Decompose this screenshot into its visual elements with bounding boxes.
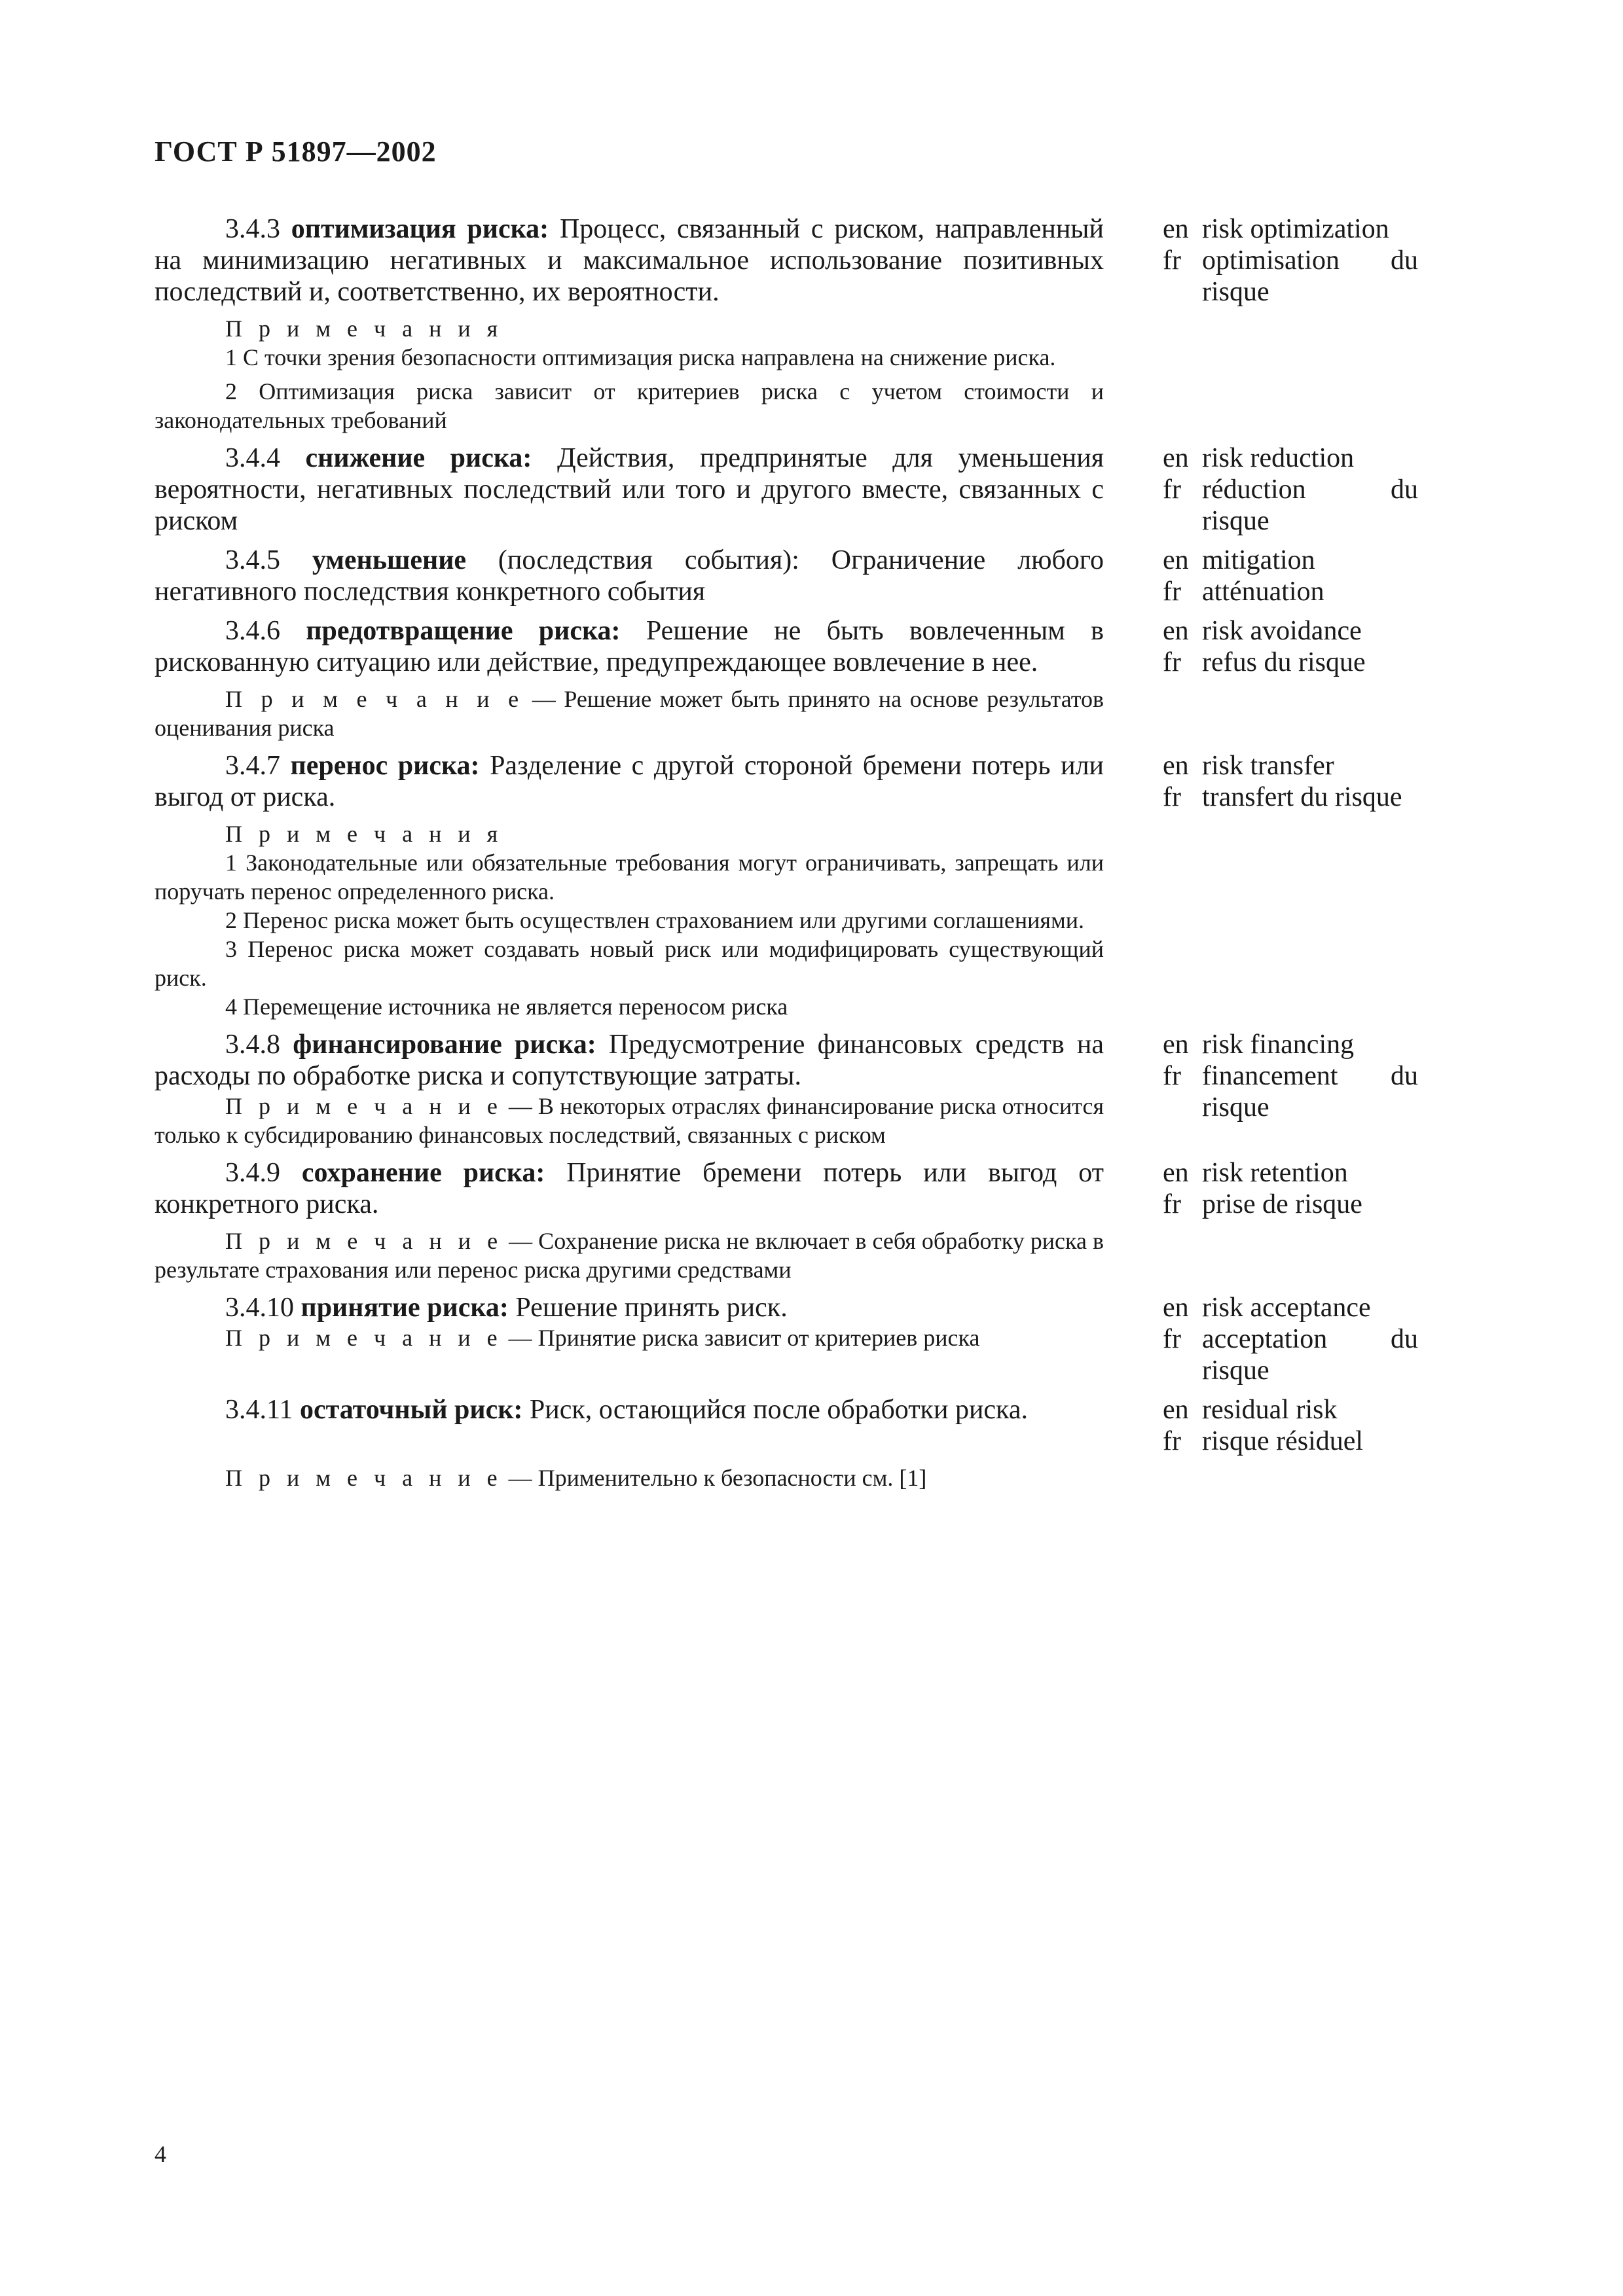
translation-fr: refus du risque xyxy=(1202,647,1366,677)
term-entry-3-4-4 xyxy=(155,442,1477,537)
fr-word: réduction xyxy=(1202,475,1306,505)
translation-fr-cont: risque xyxy=(1202,1355,1269,1386)
lang-labels xyxy=(1104,1292,1202,1386)
note-item xyxy=(155,1092,1104,1149)
notes-title: П р и м е ч а н и я xyxy=(225,821,503,847)
term-name: оптимизация риска: xyxy=(291,214,549,244)
term-entry-3-4-3 xyxy=(155,213,1477,308)
term-entry-3-4-10 xyxy=(155,1292,1477,1386)
fr-word: du xyxy=(1391,1324,1418,1354)
translation-en: residual risk xyxy=(1202,1395,1338,1425)
translations xyxy=(1202,1394,1477,1457)
term-name: остаточный риск: xyxy=(299,1395,523,1425)
term-name: перенос риска: xyxy=(290,751,480,781)
fr-word: du xyxy=(1391,475,1418,505)
term-def: Предусмотрение финансовых средств на расходы по обработке риска и сопутствующие затраты. xyxy=(155,1030,1104,1091)
term-name: предотвращение риска: xyxy=(306,616,621,646)
translations xyxy=(1202,1029,1477,1149)
term-definition xyxy=(155,1394,1104,1457)
note-item: 4 Перемещение источника не является переносом риска xyxy=(225,994,788,1020)
lang-fr: fr xyxy=(1163,577,1181,607)
translation-en: risk acceptance xyxy=(1202,1293,1371,1323)
fr-word: du xyxy=(1391,245,1418,276)
lang-labels xyxy=(1104,545,1202,607)
translation-en: risk financing xyxy=(1202,1030,1355,1060)
lang-labels xyxy=(1104,213,1202,308)
lang-labels xyxy=(1104,1029,1202,1149)
term-def: Решение принять риск. xyxy=(508,1293,788,1323)
lang-fr: fr xyxy=(1163,475,1181,505)
translation-fr-cont: risque xyxy=(1202,277,1269,307)
note-item xyxy=(155,685,1104,742)
translation-en: mitigation xyxy=(1202,545,1315,575)
lang-fr: fr xyxy=(1163,245,1181,276)
notes-title: П р и м е ч а н и я xyxy=(225,315,503,342)
note-text: — Применительно к безопасности см. [1] xyxy=(502,1465,927,1491)
note-text: — Принятие риска зависит от критериев риска xyxy=(502,1325,980,1351)
note-label: П р и м е ч а н и е xyxy=(225,686,524,712)
translation-en: risk optimization xyxy=(1202,214,1389,244)
translation-fr: atténuation xyxy=(1202,577,1324,607)
lang-fr: fr xyxy=(1163,1189,1181,1219)
term-entry-3-4-8 xyxy=(155,1029,1477,1149)
term-definition xyxy=(155,1292,1104,1386)
term-name: уменьшение xyxy=(312,545,467,575)
term-definition xyxy=(155,442,1104,537)
lang-en: en xyxy=(1163,616,1189,646)
term-number: 3.4.8 xyxy=(225,1030,280,1060)
notes-block xyxy=(155,1463,1104,1492)
translation-en: risk avoidance xyxy=(1202,616,1362,646)
translations xyxy=(1202,213,1477,308)
lang-en: en xyxy=(1163,1395,1189,1425)
notes-block xyxy=(155,1227,1104,1284)
translations xyxy=(1202,545,1477,607)
term-definition xyxy=(155,545,1104,607)
term-definition xyxy=(155,1029,1104,1149)
fr-word: acceptation xyxy=(1202,1324,1328,1354)
translation-en: risk reduction xyxy=(1202,443,1355,473)
lang-labels xyxy=(1104,1157,1202,1220)
term-def: Процесс, связанный с риском, направленный на минимизацию негативных и максимальное использование позитивных последствий и, соответственно, их вероятности. xyxy=(155,214,1104,307)
term-number: 3.4.9 xyxy=(225,1158,280,1188)
notes-block xyxy=(155,314,1104,435)
translation-fr-cont: risque xyxy=(1202,1092,1269,1122)
lang-en: en xyxy=(1163,1293,1189,1323)
translation-fr xyxy=(1202,1323,1418,1355)
note-item xyxy=(155,1227,1104,1284)
term-definition xyxy=(155,1157,1104,1220)
note-label: П р и м е ч а н и е xyxy=(225,1228,503,1254)
note-item xyxy=(155,1323,1104,1352)
note-item: 2 Оптимизация риска зависит от критериев риска с учетом стоимости и законодательных требований xyxy=(155,378,1104,433)
term-name: сохранение риска: xyxy=(301,1158,545,1188)
note-text: — В некоторых отраслях финансирование риска относится только к субсидированию финансовых последствий, связанных с риском xyxy=(155,1093,1104,1148)
term-def: (последствия события): Ограничение любого негативного последствия конкретного события xyxy=(155,545,1104,607)
term-entry-3-4-11 xyxy=(155,1394,1477,1457)
lang-fr: fr xyxy=(1163,647,1181,677)
lang-fr: fr xyxy=(1163,1061,1181,1091)
term-def: Принятие бремени потерь или выгод от конкретного риска. xyxy=(155,1158,1104,1219)
lang-labels xyxy=(1104,615,1202,678)
note-item: 1 Законодательные или обязательные требования могут ограничивать, запрещать или поручать перенос определенного риска. xyxy=(155,850,1104,905)
lang-fr: fr xyxy=(1163,1426,1181,1456)
term-entry-3-4-9 xyxy=(155,1157,1477,1220)
note-item xyxy=(155,1463,1104,1492)
lang-en: en xyxy=(1163,214,1189,244)
note-text: — Сохранение риска не включает в себя обработку риска в результате страхования или перенос риска другими средствами xyxy=(155,1228,1104,1283)
note-item: 1 С точки зрения безопасности оптимизация риска направлена на снижение риска. xyxy=(225,344,1056,370)
note-text: — Решение может быть принято на основе результатов оценивания риска xyxy=(155,686,1104,741)
lang-fr: fr xyxy=(1163,782,1181,812)
notes-block xyxy=(155,819,1104,1021)
translation-fr: transfert du risque xyxy=(1202,782,1402,812)
lang-en: en xyxy=(1163,1030,1189,1060)
translation-fr xyxy=(1202,1060,1418,1092)
term-number: 3.4.10 xyxy=(225,1293,294,1323)
term-name: финансирование риска: xyxy=(293,1030,596,1060)
translations xyxy=(1202,750,1477,813)
lang-labels xyxy=(1104,1394,1202,1457)
term-name: принятие риска: xyxy=(301,1293,509,1323)
translations xyxy=(1202,442,1477,537)
translation-fr-cont: risque xyxy=(1202,506,1269,536)
lang-en: en xyxy=(1163,751,1189,781)
translation-en: risk retention xyxy=(1202,1158,1348,1188)
lang-labels xyxy=(1104,750,1202,813)
lang-en: en xyxy=(1163,1158,1189,1188)
translation-fr: risque résiduel xyxy=(1202,1426,1364,1456)
fr-word: financement xyxy=(1202,1061,1338,1091)
fr-word: du xyxy=(1391,1061,1418,1091)
term-entry-3-4-6 xyxy=(155,615,1477,678)
translations xyxy=(1202,1292,1477,1386)
term-definition xyxy=(155,213,1104,308)
document-header: ГОСТ Р 51897—2002 xyxy=(155,135,437,168)
term-definition xyxy=(155,615,1104,678)
translation-en: risk transfer xyxy=(1202,751,1334,781)
note-item: 2 Перенос риска может быть осуществлен страхованием или другими соглашениями. xyxy=(225,907,1085,933)
lang-en: en xyxy=(1163,443,1189,473)
lang-labels xyxy=(1104,442,1202,537)
notes-block xyxy=(155,685,1104,742)
term-number: 3.4.5 xyxy=(225,545,280,575)
page-number: 4 xyxy=(155,2141,166,2167)
term-def: Риск, остающийся после обработки риска. xyxy=(522,1395,1028,1425)
term-name: снижение риска: xyxy=(305,443,532,473)
term-number: 3.4.7 xyxy=(225,751,280,781)
term-entry-3-4-5 xyxy=(155,545,1477,607)
terms-list xyxy=(155,213,1477,1492)
translations xyxy=(1202,615,1477,678)
translations xyxy=(1202,1157,1477,1220)
term-def: Действия, предпринятые для уменьшения вероятности, негативных последствий или того и другого вместе, связанных с риском xyxy=(155,443,1104,536)
translation-fr: prise de risque xyxy=(1202,1189,1362,1219)
term-number: 3.4.11 xyxy=(225,1395,293,1425)
term-number: 3.4.3 xyxy=(225,214,280,244)
term-def: Решение не быть вовлеченным в рискованную ситуацию или действие, предупреждающее вовлечение в нее. xyxy=(155,616,1104,677)
fr-word: optimisation xyxy=(1202,245,1340,276)
note-label: П р и м е ч а н и е xyxy=(225,1093,503,1119)
term-def: Разделение с другой стороной бремени потерь или выгод от риска. xyxy=(155,751,1104,812)
note-label: П р и м е ч а н и е xyxy=(225,1325,503,1351)
term-number: 3.4.4 xyxy=(225,443,280,473)
term-definition xyxy=(155,750,1104,813)
translation-fr xyxy=(1202,245,1418,276)
translation-fr xyxy=(1202,474,1418,505)
note-item: 3 Перенос риска может создавать новый риск или модифицировать существующий риск. xyxy=(155,936,1104,991)
lang-en: en xyxy=(1163,545,1189,575)
lang-fr: fr xyxy=(1163,1324,1181,1354)
note-label: П р и м е ч а н и е xyxy=(225,1465,503,1491)
term-entry-3-4-7 xyxy=(155,750,1477,813)
term-number: 3.4.6 xyxy=(225,616,280,646)
